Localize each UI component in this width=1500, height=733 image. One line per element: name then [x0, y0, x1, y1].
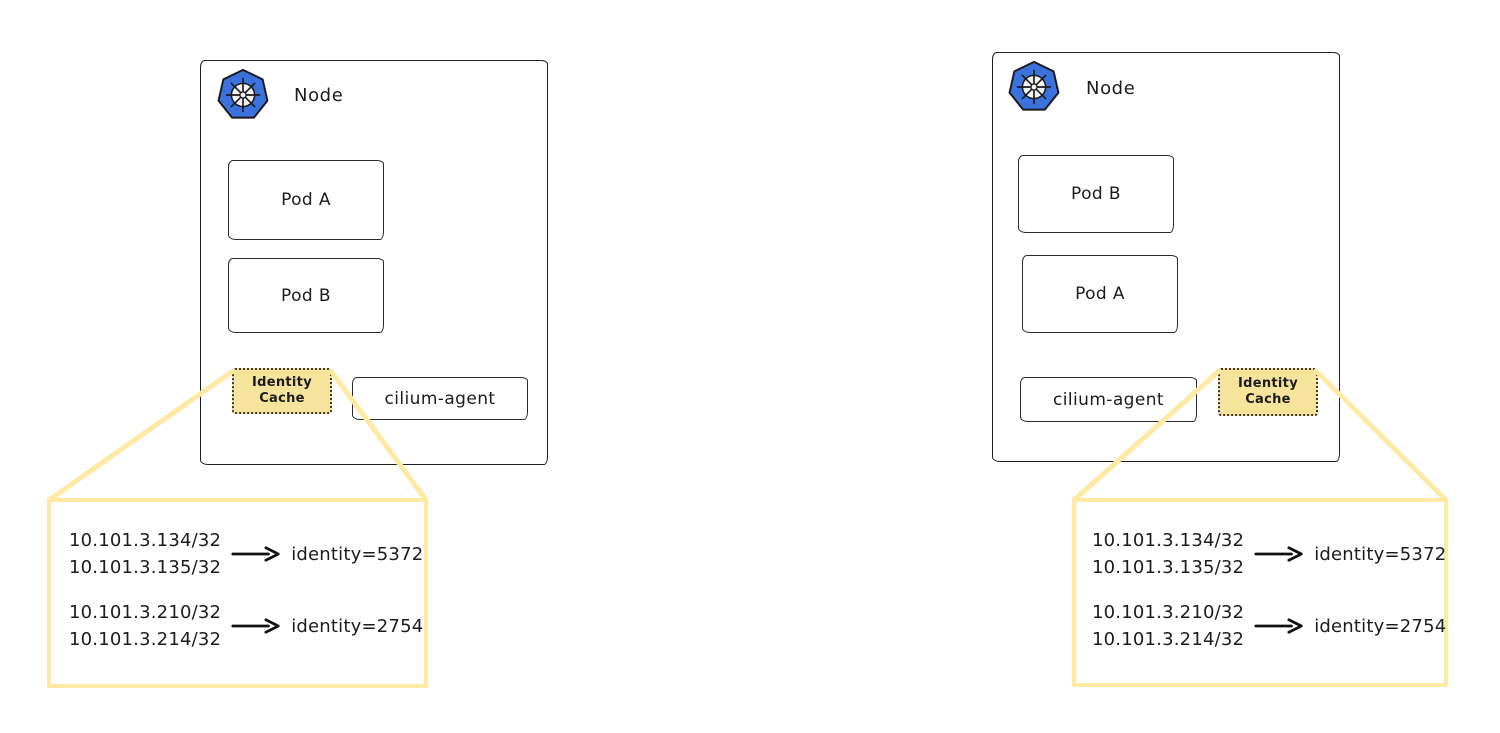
mapping-arrow-icon	[231, 545, 281, 563]
kubernetes-logo-icon	[1005, 58, 1063, 116]
pod-label: Pod A	[1075, 284, 1125, 304]
node-label: Node	[294, 85, 344, 106]
identity-cache-label: Identity Cache	[252, 375, 312, 406]
mapping-arrow-icon	[1254, 617, 1304, 635]
identity-cache-detail-box	[1072, 498, 1448, 687]
identity-cache-box	[1218, 368, 1318, 416]
pod-box-b	[1018, 155, 1174, 233]
cilium-agent-label: cilium-agent	[384, 388, 496, 409]
mapping-arrow-icon	[1254, 545, 1304, 563]
kubernetes-logo-icon	[214, 66, 272, 124]
ip-cidr: 10.101.3.214/32	[69, 629, 222, 650]
identity-value: identity=2754	[291, 615, 424, 637]
pod-label: Pod B	[281, 285, 331, 306]
ip-cidr: 10.101.3.210/32	[69, 602, 222, 623]
identity-cache-detail-box	[47, 498, 428, 688]
pod-box-a	[228, 160, 384, 240]
identity-mapping-row	[69, 602, 424, 650]
ip-cidr: 10.101.3.135/32	[69, 557, 222, 578]
pod-label: Pod B	[1071, 184, 1121, 204]
ip-cidr: 10.101.3.134/32	[69, 530, 222, 551]
identity-value: identity=5372	[291, 543, 424, 565]
identity-mapping-row	[69, 530, 424, 578]
identity-mapping-row	[1092, 602, 1447, 650]
cilium-agent-box	[352, 377, 528, 420]
cilium-agent-label: cilium-agent	[1053, 389, 1164, 410]
cilium-agent-box	[1020, 377, 1197, 422]
ip-cidr: 10.101.3.210/32	[1092, 602, 1245, 623]
identity-cache-box	[232, 368, 332, 414]
identity-value: identity=5372	[1314, 543, 1447, 565]
identity-cache-label: Identity Cache	[1238, 376, 1298, 407]
pod-label: Pod A	[281, 190, 331, 210]
ip-cidr: 10.101.3.214/32	[1092, 629, 1245, 650]
ip-cidr: 10.101.3.135/32	[1092, 557, 1245, 578]
identity-value: identity=2754	[1314, 615, 1447, 637]
identity-mapping-row	[1092, 530, 1447, 578]
pod-box-a	[1022, 255, 1178, 333]
node-label: Node	[1086, 78, 1136, 99]
mapping-arrow-icon	[231, 617, 281, 635]
ip-cidr: 10.101.3.134/32	[1092, 530, 1245, 551]
pod-box-b	[228, 258, 384, 333]
